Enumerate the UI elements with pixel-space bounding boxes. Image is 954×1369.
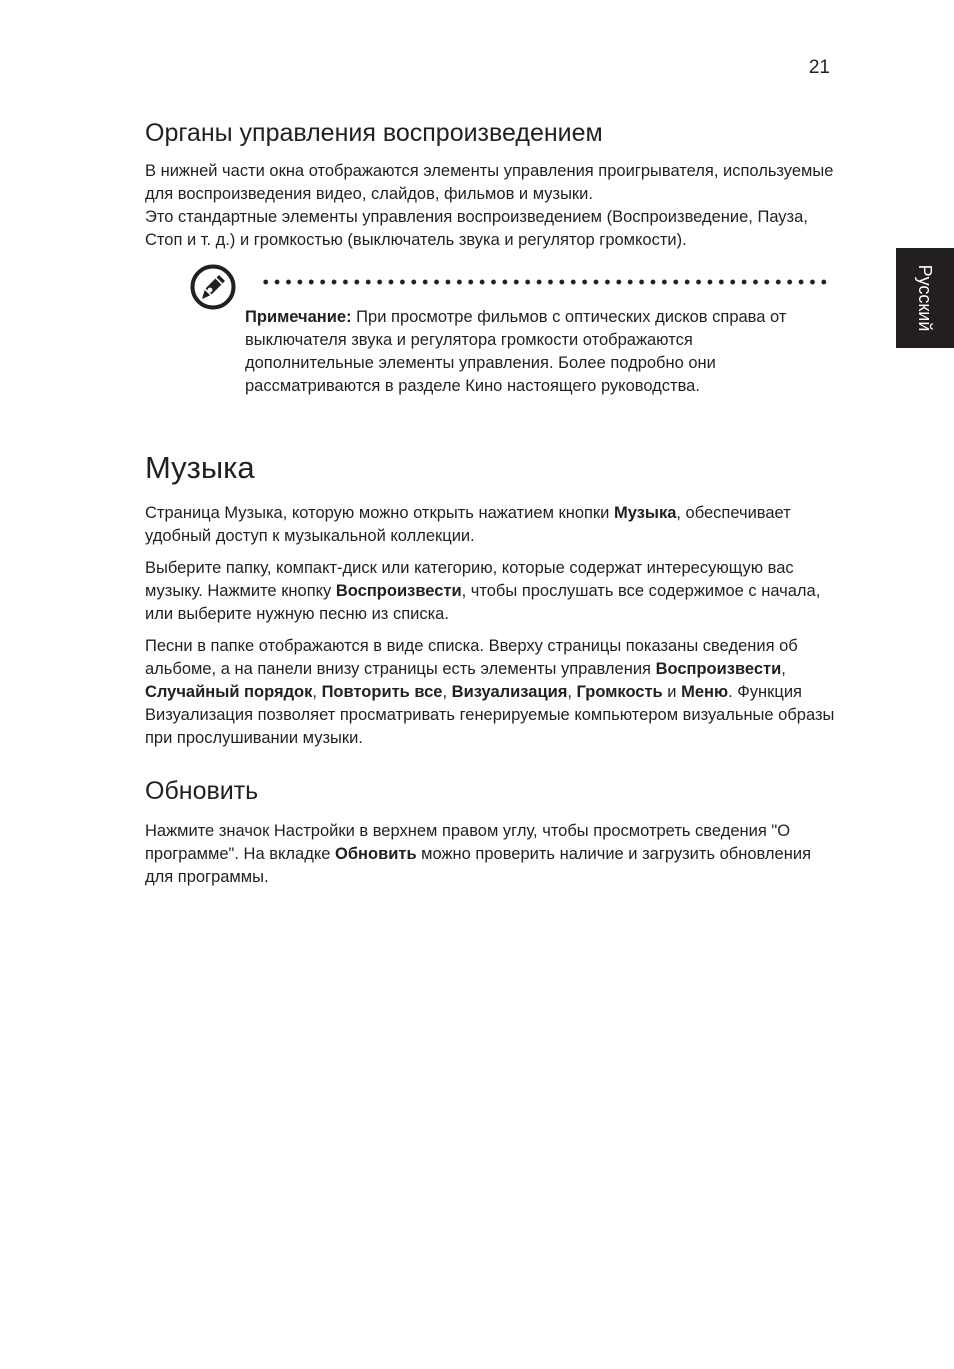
text-span: Песни в папке отображаются в виде списка. Вверху страницы показаны сведения об альбоме, а на панели внизу страницы есть элементы управления <box>145 637 798 678</box>
text-span: , <box>312 683 322 701</box>
page-number: 21 <box>808 57 830 78</box>
bold-term: Случайный порядок <box>145 683 313 701</box>
text-span: Нажмите значок Настройки в верхнем правом углу, чтобы просмотреть сведения "О программе". На вкладке <box>145 822 791 863</box>
note-body: При просмотре фильмов с оптических дисков справа от выключателя звука и регулятора громкости отображаются дополнительные элементы управления. Более подробно они рассматриваются в разделе Кино настоящего руководства. <box>245 308 787 395</box>
note-box <box>190 262 835 422</box>
text-span: . Функция Визуализация позволяет просматривать генерируемые компьютером визуальные образы при прослушивании музыки. <box>145 683 835 747</box>
bold-term: Визуализация <box>451 683 568 701</box>
paragraph-playback-controls-2: Это стандартные элементы управления воспроизведением (Воспроизведение, Пауза, Стоп и т. д.) и громкостью (выключатель звука и регулятор громкости). <box>145 208 808 249</box>
bold-term: Обновить <box>335 845 417 863</box>
bold-term: Повторить все <box>321 683 443 701</box>
bold-term: Громкость <box>576 683 663 701</box>
paragraph-update <box>145 820 835 889</box>
heading-playback-controls: Органы управления воспроизведением <box>145 119 603 147</box>
bold-term: Воспроизвести <box>335 582 462 600</box>
heading-update: Обновить <box>145 777 259 805</box>
note-label: Примечание: <box>245 308 352 326</box>
paragraph-music-2 <box>145 557 835 626</box>
note-dotted-divider <box>260 279 830 285</box>
paragraph-music-1 <box>145 502 835 548</box>
language-tab-label: Русский <box>915 264 935 332</box>
bold-term: Воспроизвести <box>655 660 782 678</box>
text-span: и <box>662 683 682 701</box>
text-span: , обеспечивает удобный доступ к музыкальной коллекции. <box>145 504 791 545</box>
text-span: , <box>442 683 452 701</box>
note-pen-icon <box>190 264 236 310</box>
text-span: , <box>567 683 577 701</box>
paragraph-playback-controls-1: В нижней части окна отображаются элементы управления проигрывателя, используемые для воспроизведения видео, слайдов, фильмов и музыки. <box>145 162 834 203</box>
bold-term: Музыка <box>613 504 677 522</box>
note-text <box>245 306 805 398</box>
text-span: , чтобы прослушать все содержимое с начала, или выберите нужную песню из списка. <box>145 582 821 623</box>
text-span: Страница Музыка, которую можно открыть нажатием кнопки <box>145 504 614 522</box>
language-tab <box>896 248 954 348</box>
paragraph-music-3 <box>145 635 835 750</box>
text-span: Выберите папку, компакт-диск или категорию, которые содержат интересующую вас музыку. Нажмите кнопку <box>145 559 794 600</box>
heading-music: Музыка <box>145 450 255 485</box>
bold-term: Меню <box>681 683 729 701</box>
text-span: можно проверить наличие и загрузить обновления для программы. <box>145 845 811 886</box>
text-span: , <box>781 660 786 678</box>
